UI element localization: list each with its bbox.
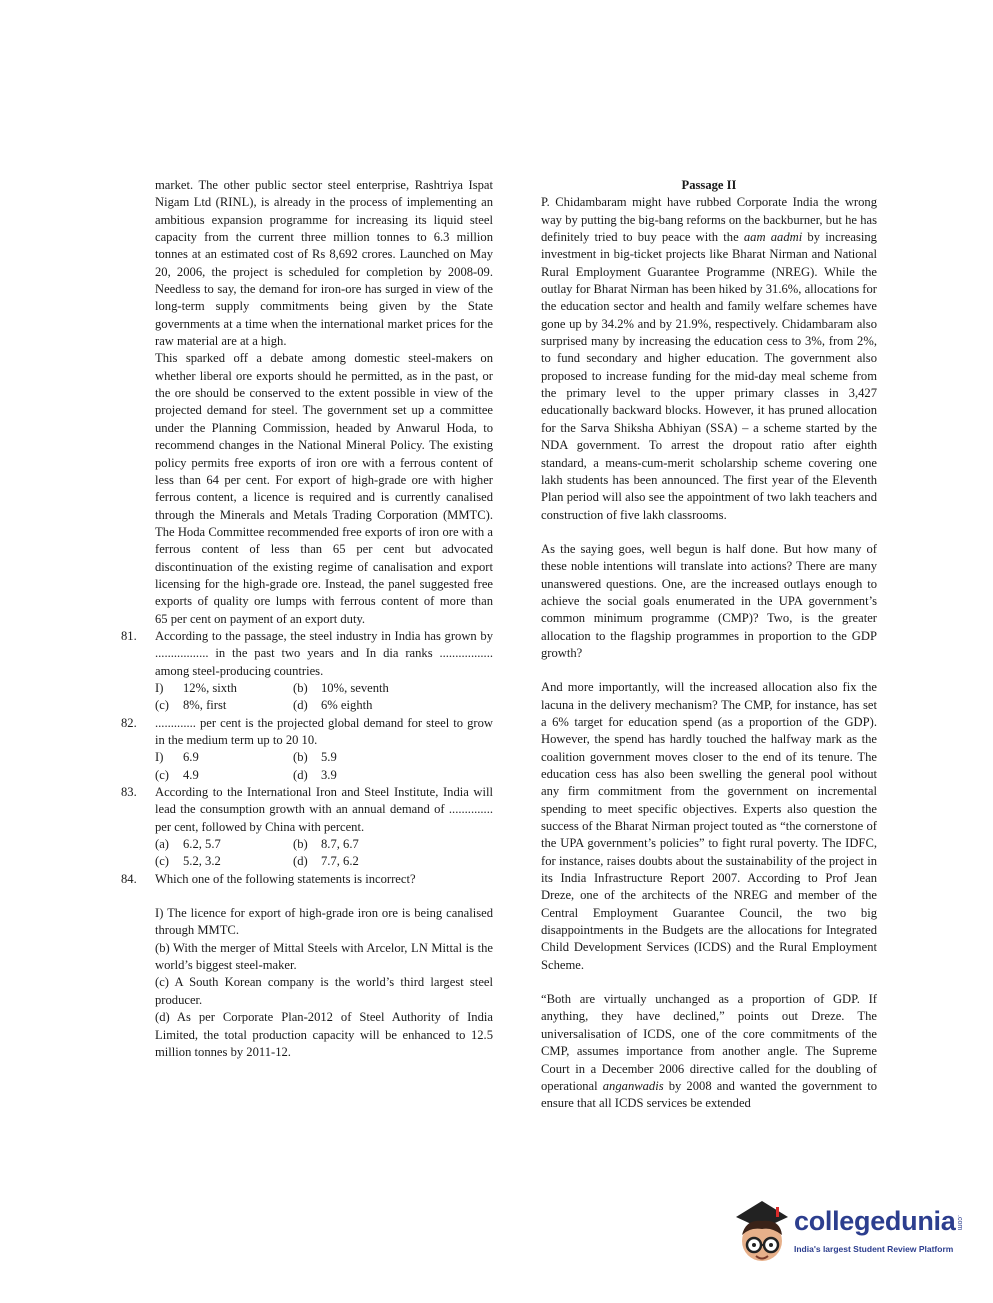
option-row (155, 853, 493, 870)
option-row (155, 767, 493, 784)
passage-paragraph: market. The other public sector steel enterprise, Rashtriya Ispat Nigam Ltd (RINL), is already in the process of implementing an ambitious expansion programme for increasing its liquid steel capacity from the current three million tonnes to 6.3 million tonnes at an estimated cost of Rs 8,692 crores. Launched on May 20, 2006, the project is scheduled for completion by 2008-09. Needless to say, the demand for iron-ore has surged in view of the long-term supply commitments being given by the State governments at a time when the international market prices for the raw material are at a high. (155, 178, 493, 349)
question-number: 84. (121, 871, 137, 886)
collegedunia-logo (732, 1195, 967, 1275)
passage-paragraph: “Both are virtually unchanged as a proportion of GDP. If anything, they have declined,” points out Dreze. The universalisation of ICDS, one of the core commitments of the CMP, assumes importance from another angle. The Supreme Court in a December 2006 directive called for the doubling of operational anganwadis by 2008 and wanted the government to ensure that all ICDS services be extended (541, 992, 877, 1111)
option-b: (b) 5.9 (293, 750, 337, 765)
option-row (155, 697, 493, 714)
left-column (121, 177, 493, 1061)
passage-paragraph: P. Chidambaram might have rubbed Corporate India the wrong way by putting the big-bang reforms on the backburner, but he has definitely tried to buy peace with the aam aadmi by increasing investment in big-ticket projects like Bharat Nirman and National Rural Employment Guarantee Programme (NREG). While the outlay for Bharat Nirman has been hiked by 31.6%, allocations for the education sector and health and family welfare schemes have gone up by 34.2% and by 21.9%, respectively. Chidambaram also surprised many by increasing the education cess to 3%, from 2%, to fund secondary and higher education. The government also proposed to increase funding for the mid-day meal scheme from the primary level to the upper primary classes in 3,427 educationally backward blocks. However, it has pruned allocation for the Sarva Shiksha Abhiyan (SSA) – a scheme started by the NDA government. To arrest the dropout ratio after eighth standard, a means-cum-merit scholarship scheme covering one lakh students has been announced. The first year of the Eleventh Plan period will also see the appointment of two lakh teachers and construction of five lakh classrooms. (541, 195, 877, 522)
passage-title: Passage II (681, 178, 737, 192)
option-d: (d) 3.9 (293, 767, 337, 782)
option-row (155, 680, 493, 697)
question-84 (121, 871, 493, 1061)
question-81 (121, 628, 493, 715)
passage-paragraph: This sparked off a debate among domestic steel-makers on whether liberal ore exports should he permitted, as in the past, or the ore should be conserved to the extent possible in view of the projected demand for steel. The government set up a committee under the Planning Commission, headed by Anwarul Hoda, to recommend changes in the National Mineral Policy. The existing policy permits free exports of iron ore with a ferrous content of less than 64 per cent. For export of high-grade ore with higher ferrous content, a licence is required and is currently canalised through the Minerals and Metals Trading Corporation (MMTC). The Hoda Committee recommended free exports of iron ore with a ferrous content of less than 65 per cent but advocated discontinuation of the existing regime of canalisation and export licensing for the high-grade ore. Instead, the panel suggested free exports of quality ore lumps with ferrous content of more than (155, 351, 493, 609)
question-82 (121, 715, 493, 784)
option-c: (c) 4.9 (155, 767, 199, 782)
option-a: (a) 6.2, 5.7 (155, 837, 221, 852)
passage-paragraph-end: 65 per cent on payment of an export duty. (155, 611, 366, 626)
option-d: (d) 6% eighth (293, 698, 373, 713)
question-stem: According to the International Iron and Steel Institute, India will lead the consumption growth with an annual demand of .............. per cent, followed by China with percent. (155, 785, 493, 834)
question-number: 81. (121, 628, 137, 643)
option-d: (d) 7.7, 6.2 (293, 854, 359, 869)
logo-wordmark: collegedunia (794, 1206, 956, 1236)
passage-paragraph: As the saying goes, well begun is half done. But how many of these noble intentions will translate into actions? There are many unanswered questions. One, are the increased outlays enough to achieve the social goals enumerated in the UPA government’s common minimum programme (CMP)? Two, is the greater allocation to the flagship programmes in proportion to the GDP growth? (541, 541, 877, 660)
question-number: 83. (121, 785, 137, 800)
option-b: (b) 10%, seventh (293, 680, 389, 695)
mascot-icon (732, 1195, 794, 1275)
logo-suffix: .com (956, 1215, 963, 1231)
question-stem: ............. per cent is the projected global demand for steel to grow in the medium term up to 20 10. (155, 715, 493, 747)
statement-c: (c) A South Korean company is the world’s third largest steel producer. (155, 975, 493, 1007)
logo-tagline: India's largest Student Review Platform (794, 1244, 954, 1254)
statement-b: (b) With the merger of Mittal Steels with Arcelor, LN Mittal is the world’s biggest steel-maker. (155, 940, 493, 973)
option-c: (c) 5.2, 3.2 (155, 854, 221, 869)
option-row (155, 749, 493, 766)
right-column (541, 177, 877, 1113)
statement-d: (d) As per Corporate Plan-2012 of Steel Authority of India Limited, the total production capacity will be enhanced to 12.5 million tonnes by 2011-12. (155, 1010, 493, 1059)
option-b: (b) 8.7, 6.7 (293, 837, 359, 852)
question-stem: According to the passage, the steel industry in India has grown by ................. in the past two years and In dia ranks ................. among steel-producing countries. (155, 628, 493, 678)
option-a: I) 12%, sixth (155, 680, 237, 695)
statement-a: I) The licence for export of high-grade iron ore is being canalised through MMTC. (155, 906, 493, 938)
option-c: (c) 8%, first (155, 698, 227, 713)
question-number: 82. (121, 715, 137, 730)
option-a: I) 6.9 (155, 750, 199, 765)
question-stem: Which one of the following statements is incorrect? (155, 871, 416, 886)
option-row (155, 836, 493, 853)
passage-paragraph: And more importantly, will the increased allocation also fix the lacuna in the delivery mechanism? The CMP, for instance, has set a 6% target for education spend (as a proportion of the GDP). However, the spend has hardly touched the halfway mark as the coalition government moves closer to the end of its tenure. The education cess has also been swelling the general pool without any firm commitment from the government on incremental spending to meet specific objectives. Experts also question the success of the Bharat Nirman project touted as “the cornerstone of the UPA government’s policies” to fight rural poverty. The IDFC, for instance, raises doubts about the sustainability of the project in its India Infrastructure Report 2007. According to Prof Jean Dreze, one of the architects of the NREG and member of the Central Employment Guarantee Council, the two big disappointments in the Budgets are the allocations for Integrated Child Development Services (ICDS) and the Rural Employment Scheme. (541, 680, 877, 972)
question-83 (121, 784, 493, 871)
